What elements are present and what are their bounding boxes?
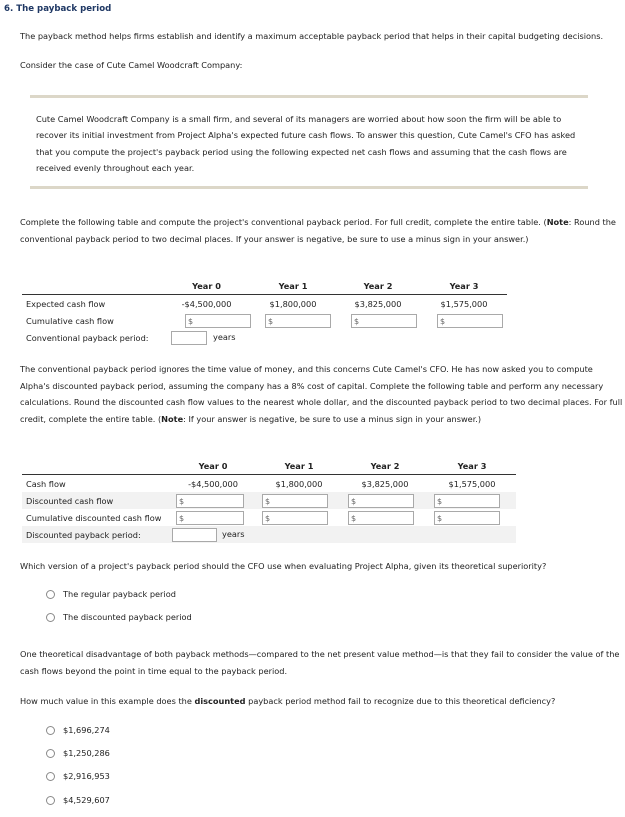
t1-cf-year0: -$4,500,000: [181, 298, 232, 309]
t2-discounted-year1-input[interactable]: $: [262, 494, 328, 508]
t2-cf-year1: $1,800,000: [275, 478, 323, 489]
scenario-text: Cute Camel Woodcraft Company is a small firm, and several of its managers are worried about how soon the firm will be able to recover its initial investment from Project Alpha's expected future cash flows. To answer this question, Cute Camel's CFO has asked that you compute the project's payback period using the following expected net cash flows and assuming that the cash flows are received evenly throughout each year.: [36, 114, 576, 174]
radio-circle-icon[interactable]: [46, 590, 55, 599]
t2-header-year1: Year 1: [256, 457, 342, 475]
t2-header-year3: Year 3: [428, 457, 516, 475]
t1-header-year3: Year 3: [421, 277, 507, 295]
consider-text: Consider the case of Cute Camel Woodcraft Company:: [20, 60, 243, 70]
t2-discounted-year0-input[interactable]: $: [176, 494, 244, 508]
discounted-instruction: The conventional payback period ignores the time value of money, and this concerns Cute Camel's CFO. He has now asked you to compute Alpha's discounted payback period, assuming the company has a 8% cost of capital. Complete the following table and perform any necessary calculations. Round the discounted cash flow values to the nearest whole dollar, and the discounted payback period to two decimal places. For full credit, complete the entire table. (Note: If your answer is negative, be sure to use a minus sign in your answer.): [20, 364, 623, 424]
t1-cf-year1: $1,800,000: [269, 298, 317, 309]
radio-circle-icon[interactable]: [46, 726, 55, 735]
note-label-2: Note: [161, 413, 184, 424]
scenario-top-rule: [30, 95, 588, 98]
intro-text: The payback method helps firms establish and identify a maximum acceptable payback period that helps in their capital budgeting decisions.: [20, 31, 604, 41]
t1-label-expected: Expected cash flow: [26, 298, 106, 309]
t1-label-cumulative: Cumulative cash flow: [26, 315, 114, 326]
discounted-payback-input[interactable]: [172, 528, 217, 542]
radio-circle-icon[interactable]: [46, 613, 55, 622]
radio-circle-icon[interactable]: [46, 796, 55, 805]
t2-label-cashflow: Cash flow: [26, 478, 66, 489]
option-regular-payback[interactable]: The regular payback period: [46, 589, 176, 599]
t2-cf-year2: $3,825,000: [361, 478, 409, 489]
t1-years-unit: years: [213, 332, 236, 342]
disadvantage-text: One theoretical disadvantage of both payback methods—compared to the net present value method—is that they fail to consider the value of the cash flows beyond the point in time equal to the payback period.: [20, 649, 620, 676]
option-discounted-payback[interactable]: The discounted payback period: [46, 612, 192, 622]
t1-cumulative-year0-input[interactable]: $: [185, 314, 251, 328]
t1-header-year2: Year 2: [335, 277, 421, 295]
t1-header-year0: Year 0: [162, 277, 251, 295]
t2-cumulative-year0-input[interactable]: $: [176, 511, 244, 525]
t2-label-discounted: Discounted cash flow: [26, 495, 114, 506]
note-label: Note: [546, 217, 569, 227]
t2-years-unit: years: [222, 529, 245, 539]
t2-cf-year0: -$4,500,000: [188, 478, 238, 489]
instruction-1: Complete the following table and compute the project's conventional payback period. For full credit, complete the entire table. (Note: Round the conventional payback period to two decimal places. If your answer is negative, be sure to use a minus sign in your answer.): [20, 217, 616, 244]
option-value-1[interactable]: $1,696,274: [46, 725, 110, 735]
t1-header-year1: Year 1: [251, 277, 335, 295]
t2-cumulative-year1-input[interactable]: $: [262, 511, 328, 525]
t2-cumulative-year3-input[interactable]: $: [434, 511, 500, 525]
t1-cf-year3: $1,575,000: [440, 298, 488, 309]
conventional-payback-table: [22, 277, 507, 346]
question-title: 6. The payback period: [4, 4, 112, 14]
discounted-emphasis: discounted: [194, 696, 246, 706]
option-value-3[interactable]: $2,916,953: [46, 771, 110, 781]
radio-circle-icon[interactable]: [46, 749, 55, 758]
conventional-payback-input[interactable]: [171, 331, 207, 345]
t2-label-payback: Discounted payback period:: [26, 529, 141, 540]
option-value-2[interactable]: $1,250,286: [46, 748, 110, 758]
t2-discounted-year2-input[interactable]: $: [348, 494, 414, 508]
t1-cumulative-year1-input[interactable]: $: [265, 314, 331, 328]
t2-label-cumulative: Cumulative discounted cash flow: [26, 512, 162, 523]
t1-label-payback: Conventional payback period:: [26, 332, 149, 343]
question-2-text: How much value in this example does the discounted payback period method fail to recognize due to this theoretical deficiency?: [20, 696, 556, 706]
option-value-4[interactable]: $4,529,607: [46, 795, 110, 805]
t2-cf-year3: $1,575,000: [448, 478, 496, 489]
t2-header-year2: Year 2: [342, 457, 428, 475]
scenario-bottom-rule: [30, 186, 588, 189]
question-1-text: Which version of a project's payback period should the CFO use when evaluating Project Alpha, given its theoretical superiority?: [20, 561, 547, 571]
t1-cumulative-year2-input[interactable]: $: [351, 314, 417, 328]
t2-discounted-year3-input[interactable]: $: [434, 494, 500, 508]
t1-cumulative-year3-input[interactable]: $: [437, 314, 503, 328]
radio-circle-icon[interactable]: [46, 772, 55, 781]
discounted-payback-table: [22, 457, 516, 543]
t2-header-year0: Year 0: [170, 457, 256, 475]
t2-cumulative-year2-input[interactable]: $: [348, 511, 414, 525]
t1-cf-year2: $3,825,000: [354, 298, 402, 309]
